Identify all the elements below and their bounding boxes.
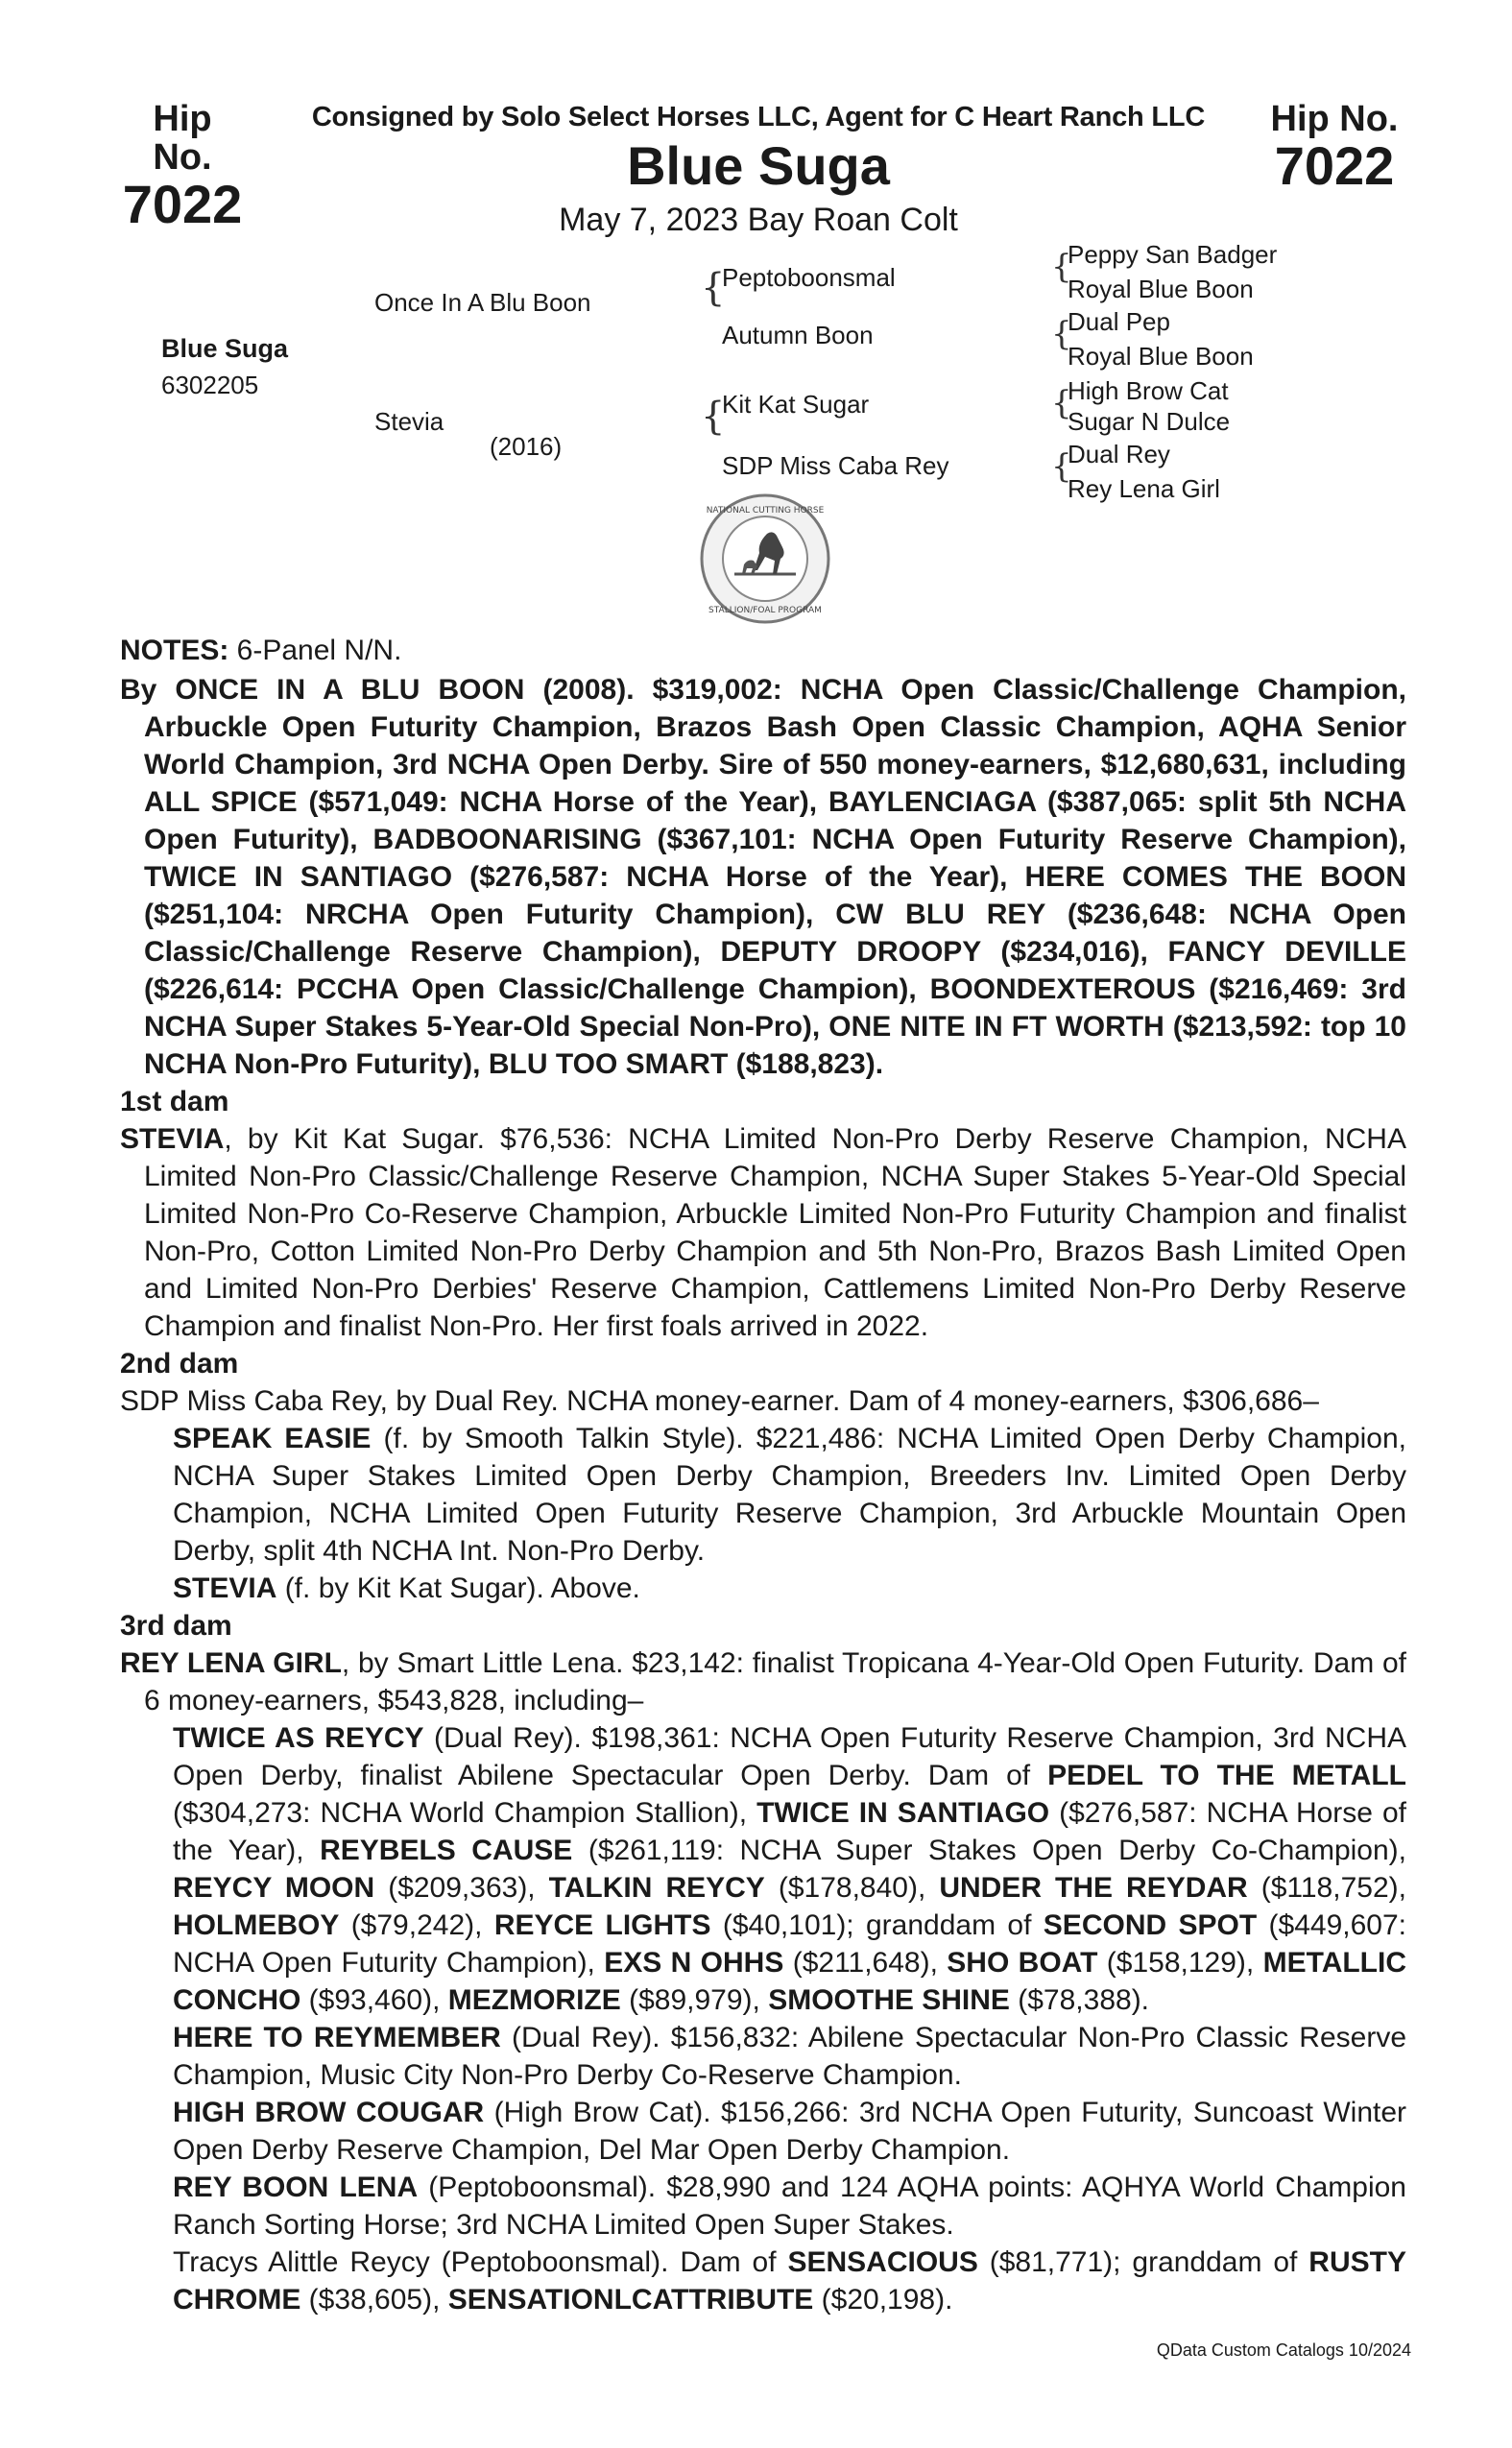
produce-7: HOLMEBOY [173, 1909, 340, 1941]
sire-paragraph: By ONCE IN A BLU BOON (2008). $319,002: NCHA Open Classic/Challenge Champion, Arbuckle Open Futurity Champion, Brazos Bash Open Classic Champion, AQHA Senior World Champion, 3rd NCHA Open Derby. Sire of 550 money-earners, $12,680,631, including ALL SPICE ($571,049: NCHA Horse of the Year), BAYLENCIAGA ($387,065: split 5th NCHA Open Futurity), BADBOONARISING ($367,101: NCHA Open Futurity Reserve Champion), TWICE IN SANTIAGO ($276,587: NCHA Horse of the Year), HERE COMES THE BOON ($251,104: NRCHA Open Futurity Champion), CW BLU REY ($236,648: NCHA Open Classic/Challenge Reserve Champion), DEPUTY DROOPY ($234,016), FANCY DEVILLE ($226,614: PCCHA Open Classic/Challenge Champion), BOONDEXTEROUS ($216,469: 3rd NCHA Super Stakes 5-Year-Old Special Non-Pro), ONE NITE IN FT WORTH ($213,592: top 10 NCHA Non-Pro Futurity), BLU TOO SMART ($188,823). [120, 674, 1406, 1080]
third-dam-intro [120, 1644, 1406, 1719]
foal-speak-easie-text: (f. by Smooth Talkin Style). $221,486: NCHA Limited Open Derby Champion, NCHA Super Stakes Limited Open Derby Champion, Breeders Inv. Limited Open Derby Champion, NCHA Limited Open Futurity Reserve Champion, 3rd Arbuckle Mountain Open Derby, split 4th NCHA Int. Non-Pro Derby. [173, 1423, 1406, 1567]
hip-label-right: Hip No. [1270, 99, 1399, 139]
second-dam-heading: 2nd dam [120, 1348, 239, 1380]
third-dam-offspring-3 [120, 2094, 1406, 2169]
brace-ggp-3: { [1051, 384, 1072, 422]
grand-produce-6-text: ($78,388). [1009, 1984, 1150, 2016]
pedigree-ggp-8: Rey Lena Girl [1068, 474, 1220, 503]
first-dam-heading: 1st dam [120, 1086, 229, 1117]
pedigree-ggp-2: Royal Blue Boon [1068, 275, 1254, 303]
third-dam-offspring-4 [120, 2169, 1406, 2244]
pedigree-dam: Stevia [374, 407, 444, 436]
first-dam-text: , by Kit Kat Sugar. $76,536: NCHA Limited Non-Pro Derby Reserve Champion, NCHA Limited Non-Pro Classic/Challenge Reserve Champion, NCHA Super Stakes 5-Year-Old Special Limited Non-Pro Co-Reserve Champion, Arbuckle Limited Non-Pro Futurity Champion and finalist Non-Pro, Cotton Limited Non-Pro Derby Champion and 5th Non-Pro, Brazos Bash Limited Open and Limited Non-Pro Derbies' Reserve Champion, Cattlemens Limited Non-Pro Derby Reserve Champion and finalist Non-Pro. Her first foals arrived in 2022. [144, 1123, 1406, 1342]
grand-produce-2: EXS N OHHS [604, 1947, 784, 1979]
offspring-3-text: (High Brow Cat). $156,266: 3rd NCHA Open Futurity, Suncoast Winter Open Derby Reserve Champion, Del Mar Open Derby Champion. [173, 2097, 1407, 2166]
produce-1: PEDEL TO THE METALL [1047, 1760, 1406, 1791]
grand-produce-2-text: ($211,648), [783, 1947, 948, 1979]
grand-produce-4-text: ($93,460), [300, 1984, 448, 2016]
pedigree-ggp-7: Dual Rey [1068, 440, 1170, 468]
pedigree-dam-dam: SDP Miss Caba Rey [722, 451, 949, 480]
third-dam-offspring-5 [120, 2244, 1406, 2318]
logo-text-bottom: STALLION/FOAL PROGRAM [708, 606, 822, 615]
pedigree-ggp-1: Peppy San Badger [1068, 240, 1278, 269]
consignor-line: Consigned by Solo Select Horses LLC, Agent for C Heart Ranch LLC [311, 102, 1206, 132]
produce-8: REYCE LIGHTS [493, 1909, 711, 1941]
hip-number-left: 7022 [122, 174, 243, 234]
third-dam-intro-text: , by Smart Little Lena. $23,142: finalist Tropicana 4-Year-Old Open Futurity. Dam of 6 money-earners, $543,828, including– [144, 1647, 1406, 1716]
offspring-4-text: (Peptoboonsmal). $28,990 and 124 AQHA points: AQHYA World Champion Ranch Sorting Horse; 3rd NCHA Limited Open Super Stakes. [173, 2172, 1406, 2241]
pedigree-dam-sire: Kit Kat Sugar [722, 390, 870, 419]
produce-8-text: ($40,101); granddam of [710, 1909, 1044, 1941]
foal-stevia-text: (f. by Kit Kat Sugar). Above. [276, 1572, 640, 1604]
grand-produce-3-text: ($158,129), [1097, 1947, 1263, 1979]
offspring-here-to-reymember: HERE TO REYMEMBER [173, 2022, 501, 2053]
pedigree-dam-year: (2016) [490, 432, 563, 461]
first-dam-name: STEVIA [120, 1123, 225, 1155]
produce-6: UNDER THE REYDAR [939, 1872, 1248, 1904]
produce-sensacious-text: ($81,771); granddam of [977, 2246, 1309, 2278]
offspring-high-brow-cougar: HIGH BROW COUGAR [173, 2097, 485, 2128]
offspring-rey-boon-lena: REY BOON LENA [173, 2172, 419, 2203]
third-dam-offspring-1 [120, 1719, 1406, 2019]
produce-2: TWICE IN SANTIAGO [756, 1797, 1050, 1829]
grand-produce-rusty-chrome: RUSTY CHROME [173, 2246, 1406, 2316]
produce-3: REYBELS CAUSE [320, 1835, 573, 1866]
grand-produce-sensationlcattribute: SENSATIONLCATTRIBUTE [447, 2284, 814, 2316]
grand-produce-rusty-chrome-text: ($38,605), [300, 2284, 448, 2316]
produce-7-text: ($79,242), [339, 1909, 494, 1941]
hip-left [120, 100, 245, 232]
produce-6-text: ($118,752), [1247, 1872, 1406, 1904]
third-dam-name: REY LENA GIRL [120, 1647, 342, 1679]
grand-produce-4: METALLIC CONCHO [173, 1947, 1407, 2016]
offspring-twice-as-reycy: TWICE AS REYCY [173, 1722, 424, 1754]
offspring-1-text: (Dual Rey). $198,361: NCHA Open Futurity Reserve Champion, 3rd NCHA Open Derby, finalist Abilene Spectacular Open Derby. Dam of [173, 1722, 1406, 1791]
second-dam-foal-2 [120, 1570, 1406, 1607]
catalog-body [120, 632, 1406, 2318]
notes-text: 6-Panel N/N. [228, 635, 402, 666]
brace-ggp-1: { [1051, 248, 1072, 286]
produce-sensacious: SENSACIOUS [787, 2246, 978, 2278]
grand-produce-sensationlcattribute-text: ($20,198). [813, 2284, 953, 2316]
produce-5: TALKIN REYCY [548, 1872, 765, 1904]
produce-4: REYCY MOON [173, 1872, 375, 1904]
grand-produce-5: MEZMORIZE [447, 1984, 621, 2016]
grand-produce-5-text: ($89,979), [620, 1984, 769, 2016]
horse-description: May 7, 2023 Bay Roan Colt [559, 202, 958, 238]
pedigree-subject-name: Blue Suga [161, 334, 289, 363]
offspring-2-text: (Dual Rey). $156,832: Abilene Spectacular Non-Pro Classic Reserve Champion, Music City Non-Pro Derby Co-Reserve Champion. [173, 2022, 1407, 2091]
produce-1-text: ($304,273: NCHA World Champion Stallion), [173, 1797, 757, 1829]
brace-dam: { [701, 395, 726, 439]
grand-produce-6: SMOOTHE SHINE [768, 1984, 1010, 2016]
foal-stevia-name: STEVIA [173, 1572, 277, 1604]
pedigree-subject-reg: 6302205 [161, 371, 259, 399]
pedigree-ggp-3: Dual Pep [1068, 307, 1170, 336]
second-dam-intro: SDP Miss Caba Rey, by Dual Rey. NCHA money-earner. Dam of 4 money-earners, $306,686– [120, 1385, 1319, 1417]
offspring-tracys-alittle-reycy: Tracys Alittle Reycy (Peptoboonsmal). Dam of [173, 2246, 788, 2278]
notes-line [120, 632, 1406, 669]
notes-label: NOTES: [120, 635, 229, 666]
pedigree-ggp-5: High Brow Cat [1068, 376, 1229, 405]
third-dam-heading: 3rd dam [120, 1610, 232, 1642]
grand-produce-1-text: ($449,607: NCHA Open Futurity Champion), [173, 1909, 1406, 1979]
hip-label-left: Hip No. [153, 99, 212, 178]
foal-speak-easie-name: SPEAK EASIE [173, 1423, 372, 1454]
ncha-stallion-foal-logo [698, 492, 832, 626]
hip-right [1267, 100, 1402, 194]
pedigree-sire-dam: Autumn Boon [722, 321, 874, 349]
second-dam-foal-1 [120, 1420, 1406, 1570]
brace-ggp-2: { [1051, 315, 1072, 353]
produce-5-text: ($178,840), [764, 1872, 940, 1904]
first-dam-paragraph [120, 1120, 1406, 1345]
horse-name-title: Blue Suga [627, 135, 890, 196]
logo-text-top: NATIONAL CUTTING HORSE [706, 506, 825, 516]
produce-3-text: ($261,119: NCHA Super Stakes Open Derby Co-Champion), [572, 1835, 1406, 1866]
third-dam-offspring-2 [120, 2019, 1406, 2094]
pedigree-ggp-6: Sugar N Dulce [1068, 407, 1231, 436]
footer-credit: QData Custom Catalogs 10/2024 [1156, 2340, 1411, 2360]
brace-sire: { [701, 266, 726, 310]
pedigree-sire: Once In A Blu Boon [374, 288, 591, 317]
produce-2-text: ($276,587: NCHA Horse of the Year), [173, 1797, 1407, 1866]
brace-ggp-4: { [1051, 447, 1072, 486]
pedigree-sire-sire: Peptoboonsmal [722, 263, 896, 292]
hip-number-right: 7022 [1274, 135, 1395, 196]
pedigree-ggp-4: Royal Blue Boon [1068, 342, 1254, 371]
grand-produce-3: SHO BOAT [947, 1947, 1098, 1979]
produce-4-text: ($209,363), [374, 1872, 549, 1904]
grand-produce-1: SECOND SPOT [1043, 1909, 1258, 1941]
